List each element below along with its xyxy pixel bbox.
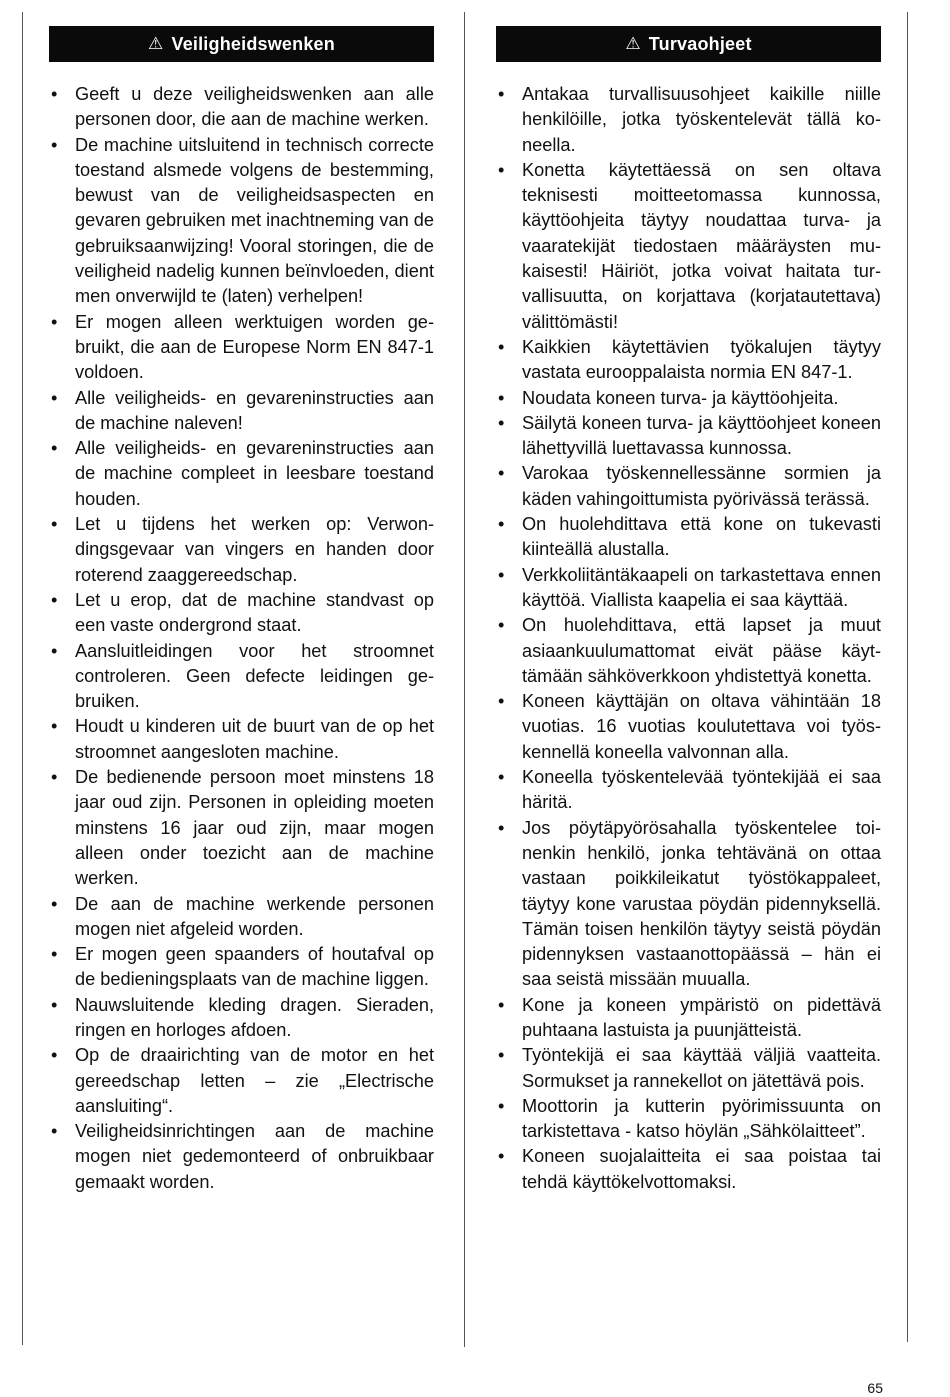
bullet-icon: • <box>498 514 505 535</box>
bullet-icon: • <box>498 817 505 838</box>
list-item <box>496 386 881 411</box>
bullet-icon: • <box>51 994 58 1015</box>
list-item-text: Aansluitleidingen voor het stroomnet controleren. Geen defecte leidingen gebruiken. <box>75 640 434 712</box>
bullet-icon: • <box>51 514 58 535</box>
list-item-text: Er mogen geen spaanders of houtafval op de bedieningsplaats van de machine liggen. <box>75 944 434 990</box>
list-item <box>49 1119 434 1195</box>
bullet-icon: • <box>498 615 505 636</box>
list-item-text: Konetta käytettäessä on sen oltava teknisesti moitteetomassa kunnossa, käyttöohjeita täytyy noudattaa turva- ja vaaratekijät tiedostaen määräysten mukaisesti! Häiriöt, jotka voivat haitata turvallisuutta, on korjattava (korjatautettava) välittömästi! <box>522 159 881 332</box>
list-item-text: Nauwsluitende kleding dragen. Sieraden, ringen en horloges afdoen. <box>75 994 434 1040</box>
list-item-text: Let u tijdens het werken op: Verwondingsgevaar van vingers en handen door roterend zaaggereedschap. <box>75 514 434 585</box>
dutch-section-title: Veiligheidswenken <box>171 33 335 54</box>
list-item <box>49 512 434 588</box>
list-item <box>496 765 881 816</box>
list-item <box>49 588 434 639</box>
dutch-safety-column <box>49 26 434 1195</box>
list-item-text: De bedienende persoon moet minstens 18 jaar oud zijn. Personen in opleiding moeten minstens 16 jaar oud zijn, maar mogen alleen onder toezicht aan de machine werken. <box>75 767 434 889</box>
list-item <box>496 512 881 563</box>
bullet-icon: • <box>51 438 58 459</box>
dutch-section-header <box>49 26 434 62</box>
bullet-icon: • <box>498 767 505 788</box>
finnish-section-title: Turvaohjeet <box>648 33 752 54</box>
bullet-icon: • <box>498 1045 505 1066</box>
bullet-icon: • <box>51 311 58 332</box>
list-item-text: Varokaa työskennellessänne sormien ja käden vahingoittumista pyörivässä terässä. <box>522 463 881 509</box>
list-item-text: Noudata koneen turva- ja käyttöohjeita. <box>522 387 839 408</box>
list-item <box>49 1043 434 1119</box>
list-item <box>496 411 881 462</box>
page-number: 65 <box>867 1380 883 1396</box>
finnish-safety-column <box>496 26 881 1195</box>
right-margin-rule <box>907 12 908 1342</box>
center-column-divider <box>464 12 465 1347</box>
bullet-icon: • <box>51 767 58 788</box>
list-item-text: Alle veiligheids- en gevareninstructies aan de machine compleet in leesbare toestand houden. <box>75 438 434 509</box>
list-item <box>49 993 434 1044</box>
bullet-icon: • <box>51 944 58 965</box>
list-item-text: On huolehdittava, että lapset ja muut asiaankuulumattomat eivät pääse käyttämään sähköverkkoon yhdistettyä konetta. <box>522 615 881 686</box>
list-item-text: Op de draairichting van de motor en het gereedschap letten – zie „Electrische aansluiting“. <box>75 1045 434 1116</box>
list-item <box>49 310 434 386</box>
bullet-icon: • <box>498 994 505 1015</box>
finnish-safety-list <box>496 82 881 1195</box>
list-item-text: De aan de machine werkende personen mogen niet afgeleid worden. <box>75 893 434 939</box>
list-item-text: Er mogen alleen werktuigen worden gebruikt, die aan de Europese Norm EN 847-1 voldoen. <box>75 311 434 383</box>
list-item <box>49 436 434 512</box>
bullet-icon: • <box>51 387 58 408</box>
bullet-icon: • <box>51 893 58 914</box>
list-item <box>496 1094 881 1145</box>
list-item <box>49 133 434 310</box>
list-item-text: Työntekijä ei saa käyttää väljiä vaatteita. Sormukset ja rannekellot on jätettävä pois. <box>522 1045 881 1091</box>
bullet-icon: • <box>51 1045 58 1066</box>
list-item <box>496 613 881 689</box>
list-item-text: Moottorin ja kutterin pyörimissuunta on tarkistettava - katso höylän „Sähkölaitteet”. <box>522 1095 881 1142</box>
list-item <box>49 714 434 765</box>
bullet-icon: • <box>51 589 58 610</box>
warning-triangle-icon: ⚠ <box>625 34 641 53</box>
list-item-text: Alle veiligheids- en gevareninstructies aan de machine naleven! <box>75 387 434 433</box>
list-item <box>49 82 434 133</box>
bullet-icon: • <box>498 387 505 408</box>
list-item-text: Let u erop, dat de machine standvast op een vaste ondergrond staat. <box>75 589 434 636</box>
list-item <box>496 816 881 993</box>
warning-triangle-icon: ⚠ <box>148 34 164 53</box>
bullet-icon: • <box>498 159 505 180</box>
list-item <box>496 461 881 512</box>
finnish-section-header <box>496 26 881 62</box>
list-item <box>49 386 434 437</box>
list-item-text: Koneen käyttäjän on oltava vähintään 18 vuotias. 16 vuotias koulutettava voi työskennellä koneella valvonnan alla. <box>522 691 881 762</box>
bullet-icon: • <box>51 84 58 104</box>
bullet-icon: • <box>498 463 505 484</box>
list-item <box>496 563 881 614</box>
list-item-text: Antakaa turvallisuusohjeet kaikille niille henkilöille, jotka työskentelevät tällä koneella. <box>522 84 881 155</box>
list-item <box>49 639 434 715</box>
list-item-text: Koneella työskentelevää työntekijää ei saa häritä. <box>522 767 881 813</box>
list-item-text: Geeft u deze veiligheidswenken aan alle personen door, die aan de machine werken. <box>75 84 434 130</box>
list-item <box>496 82 881 158</box>
list-item-text: De machine uitsluitend in technisch correcte toestand alsmede volgens de bestemming, bewust van de veiligheidsaspecten en gevaren gebruiken met inachtneming van de gebruiksaanwijzing! Vooral storingen, die de veiligheid nadelig kunnen beïnvloeden, dient men onverwijld te (laten) verhelpen! <box>75 134 434 307</box>
bullet-icon: • <box>498 691 505 712</box>
left-margin-rule <box>22 12 23 1345</box>
list-item <box>496 335 881 386</box>
list-item <box>496 689 881 765</box>
bullet-icon: • <box>51 1121 58 1142</box>
list-item <box>496 993 881 1044</box>
bullet-icon: • <box>498 412 505 433</box>
bullet-icon: • <box>498 336 505 357</box>
list-item-text: Houdt u kinderen uit de buurt van de op het stroomnet aangesloten machine. <box>75 716 434 762</box>
bullet-icon: • <box>51 716 58 737</box>
list-item-text: On huolehdittava että kone on tukevasti kiinteällä alustalla. <box>522 514 881 560</box>
bullet-icon: • <box>498 564 505 585</box>
bullet-icon: • <box>51 134 58 155</box>
list-item <box>49 892 434 943</box>
list-item-text: Säilytä koneen turva- ja käyttöohjeet koneen lähettyvillä luettavassa kunnossa. <box>522 412 881 459</box>
list-item <box>49 942 434 993</box>
list-item <box>496 1043 881 1094</box>
list-item-text: Koneen suojalaitteita ei saa poistaa tai tehdä käyttökelvottomaksi. <box>522 1146 881 1192</box>
dutch-safety-list <box>49 82 434 1195</box>
list-item <box>496 158 881 335</box>
list-item-text: Verkkoliitäntäkaapeli on tarkastettava ennen käyttöä. Viallista kaapelia ei saa käyttää. <box>522 564 881 610</box>
list-item-text: Kaikkien käytettävien työkalujen täytyy vastata eurooppalaista normia EN 847-1. <box>522 336 881 383</box>
list-item-text: Jos pöytäpyörösahalla työskentelee toinenkin henkilö, jonka tehtävänä on ottaa vastaan poikkileikatut työstökappaleet, täytyy kone varustaa pöydän pidennyksellä. Tämän toisen henkilön täytyy seistä pöydän pidennyksen vastaanottopäässä – hän ei saa seistä missään muualla. <box>522 817 881 990</box>
bullet-icon: • <box>498 1146 505 1167</box>
list-item <box>496 1144 881 1195</box>
bullet-icon: • <box>498 1095 505 1116</box>
bullet-icon: • <box>498 84 505 104</box>
list-item-text: Veiligheidsinrichtingen aan de machine mogen niet gedemonteerd of onbruikbaar gemaakt worden. <box>75 1121 434 1192</box>
bullet-icon: • <box>51 640 58 661</box>
list-item <box>49 765 434 891</box>
list-item-text: Kone ja koneen ympäristö on pidettävä puhtaana lastuista ja puunjätteistä. <box>522 994 881 1040</box>
